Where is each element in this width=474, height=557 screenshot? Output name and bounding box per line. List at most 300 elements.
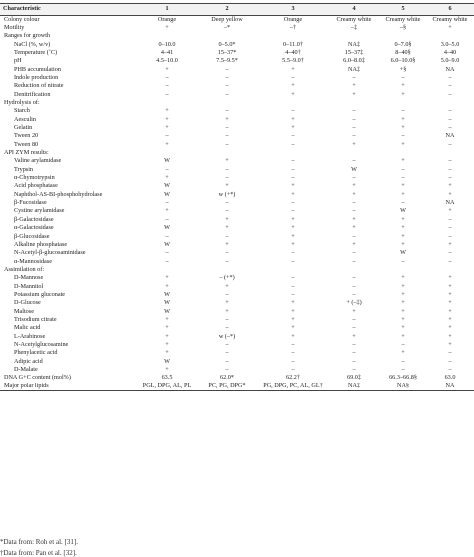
table-row bbox=[0, 116, 474, 124]
table-row bbox=[0, 66, 474, 74]
cell-strain-6: NA bbox=[445, 132, 455, 140]
table-body bbox=[0, 16, 474, 391]
row-label: α-Mannosidase bbox=[14, 257, 52, 265]
cell-strain-2: – bbox=[225, 340, 229, 348]
cell-strain-4: W bbox=[351, 165, 357, 173]
cell-strain-6: – bbox=[448, 107, 452, 115]
cell-strain-5: + bbox=[401, 324, 405, 332]
cell-strain-2: + bbox=[225, 182, 229, 190]
cell-strain-4: – bbox=[352, 115, 356, 123]
cell-strain-5: + bbox=[401, 224, 405, 232]
cell-strain-6: + bbox=[448, 182, 452, 190]
header-strain-3: 3 bbox=[258, 4, 328, 16]
cell-strain-1: 4–41 bbox=[160, 48, 174, 56]
cell-strain-2: + bbox=[225, 240, 229, 248]
cell-strain-1: – bbox=[165, 199, 169, 207]
cell-strain-2: w (+*) bbox=[218, 190, 236, 198]
cell-strain-3: + bbox=[291, 299, 295, 307]
header-strain-6: 6 bbox=[426, 4, 474, 16]
cell-strain-2: 62.0* bbox=[220, 374, 234, 382]
cell-strain-5: 8–40§ bbox=[395, 48, 411, 56]
row-label: Alkaline phosphatase bbox=[14, 240, 68, 248]
row-label: Ranges for growth bbox=[4, 32, 51, 40]
cell-strain-5: – bbox=[401, 165, 405, 173]
cell-strain-2 bbox=[196, 99, 258, 107]
header-characteristic: Characteristic bbox=[0, 4, 138, 16]
cell-strain-6: – bbox=[448, 73, 452, 81]
cell-strain-4 bbox=[328, 149, 380, 157]
cell-strain-4: 15–37‡ bbox=[344, 48, 364, 56]
cell-strain-3: – bbox=[291, 207, 295, 215]
cell-strain-4: – bbox=[352, 207, 356, 215]
cell-strain-3: 0–11.0† bbox=[283, 40, 303, 48]
cell-strain-1: – bbox=[165, 132, 169, 140]
cell-strain-3: – bbox=[291, 174, 295, 182]
cell-strain-4: –‡ bbox=[350, 23, 358, 31]
table-row bbox=[0, 149, 474, 157]
cell-strain-5: +§ bbox=[399, 65, 407, 73]
cell-strain-4: – bbox=[352, 174, 356, 182]
cell-strain-1 bbox=[138, 99, 196, 107]
row-label: N-Acetylglucosamine bbox=[14, 340, 69, 348]
cell-strain-5: – bbox=[401, 257, 405, 265]
cell-strain-4: – bbox=[352, 249, 356, 257]
cell-strain-4: + bbox=[352, 240, 356, 248]
row-label: Major polar lipids bbox=[0, 383, 138, 391]
cell-strain-2 bbox=[196, 149, 258, 157]
row-label: Malic acid bbox=[14, 324, 41, 332]
cell-strain-6: NA bbox=[445, 199, 455, 207]
cell-strain-2: – bbox=[225, 82, 229, 90]
cell-strain-3: + bbox=[291, 190, 295, 198]
cell-strain-3: + bbox=[291, 115, 295, 123]
cell-strain-6: – bbox=[448, 366, 452, 373]
cell-strain-2: + bbox=[225, 282, 229, 290]
cell-strain-4: – bbox=[352, 132, 356, 140]
cell-strain-6: – bbox=[448, 115, 452, 123]
cell-strain-2 bbox=[196, 266, 258, 274]
cell-strain-4: – bbox=[352, 315, 356, 323]
cell-strain-3: – bbox=[291, 132, 295, 140]
cell-strain-5: – bbox=[401, 340, 405, 348]
cell-strain-4: – bbox=[352, 124, 356, 132]
cell-strain-1: W bbox=[164, 224, 170, 232]
row-label: Trisodium citrate bbox=[14, 315, 57, 323]
cell-strain-3: – bbox=[291, 199, 295, 207]
cell-strain-3 bbox=[258, 99, 328, 107]
cell-strain-1 bbox=[138, 32, 196, 40]
cell-strain-2: – bbox=[225, 324, 229, 332]
cell-strain-2: 7.5–9.5* bbox=[216, 57, 238, 65]
cell-strain-6: – bbox=[448, 224, 452, 232]
cell-strain-1: W bbox=[164, 299, 170, 307]
cell-strain-3: – bbox=[291, 107, 295, 115]
cell-strain-1: W bbox=[164, 290, 170, 298]
cell-strain-3: – bbox=[291, 282, 295, 290]
row-label: N-Acetyl-β-glucosaminidase bbox=[14, 249, 86, 257]
cell-strain-1: W bbox=[164, 240, 170, 248]
row-label: Motility bbox=[4, 23, 25, 31]
cell-strain-6: 63.0 bbox=[444, 374, 456, 382]
table-row bbox=[0, 274, 474, 282]
cell-strain-3 bbox=[258, 149, 328, 157]
cell-strain-2: + bbox=[225, 115, 229, 123]
row-label: API ZYM results: bbox=[4, 149, 49, 157]
cell-strain-5: + bbox=[401, 90, 405, 98]
row-label: Cystine arylamidase bbox=[14, 207, 65, 215]
cell-strain-6 bbox=[426, 149, 474, 157]
cell-strain-3: – bbox=[291, 257, 295, 265]
table-row bbox=[0, 232, 474, 240]
cell-strain-6: 3.0–5.0 bbox=[440, 40, 460, 48]
cell-strain-1: 63.5 bbox=[161, 374, 173, 382]
cell-strain-2: – bbox=[225, 124, 229, 132]
cell-strain-6: – bbox=[448, 90, 452, 98]
row-label: Phenylacetic acid bbox=[14, 349, 58, 357]
cell-strain-5: + bbox=[401, 282, 405, 290]
row-label: Potassium gluconate bbox=[14, 290, 66, 298]
row-label: Maltose bbox=[14, 307, 34, 315]
cell-strain-5: + bbox=[401, 115, 405, 123]
cell-strain-3: + bbox=[291, 224, 295, 232]
cell-strain-1: – bbox=[165, 257, 169, 265]
cell-strain-6: + bbox=[448, 332, 452, 340]
table-row bbox=[0, 349, 474, 357]
cell-strain-5: + bbox=[401, 124, 405, 132]
cell-strain-6: + bbox=[448, 324, 452, 332]
cell-strain-5: NA§ bbox=[380, 383, 426, 391]
cell-strain-3: + bbox=[291, 332, 295, 340]
cell-strain-1: + bbox=[165, 349, 169, 357]
cell-strain-3 bbox=[258, 266, 328, 274]
cell-strain-3: + bbox=[291, 307, 295, 315]
cell-strain-3: + bbox=[291, 315, 295, 323]
cell-strain-5: – bbox=[401, 174, 405, 182]
cell-strain-2: w (–*) bbox=[218, 332, 236, 340]
row-label: Tween 80 bbox=[14, 140, 39, 148]
cell-strain-6: – bbox=[448, 124, 452, 132]
cell-strain-6: + bbox=[448, 23, 452, 31]
row-label: L-Arabinose bbox=[14, 332, 46, 340]
table-row bbox=[0, 324, 474, 332]
cell-strain-4: NA‡ bbox=[347, 65, 361, 73]
cell-strain-1 bbox=[138, 149, 196, 157]
cell-strain-3: 62.2† bbox=[286, 374, 300, 382]
cell-strain-6: – bbox=[448, 249, 452, 257]
cell-strain-6: – bbox=[448, 257, 452, 265]
cell-strain-3: – bbox=[291, 73, 295, 81]
cell-strain-5: W bbox=[400, 249, 406, 257]
cell-strain-1: W bbox=[164, 182, 170, 190]
cell-strain-2: – bbox=[225, 107, 229, 115]
cell-strain-1: – bbox=[165, 232, 169, 240]
cell-strain-4: – bbox=[352, 199, 356, 207]
cell-strain-4: – bbox=[352, 157, 356, 165]
cell-strain-6: + bbox=[448, 190, 452, 198]
row-label: Trypsin bbox=[14, 165, 34, 173]
cell-strain-1: – bbox=[165, 249, 169, 257]
table-row bbox=[0, 74, 474, 82]
table-row bbox=[0, 241, 474, 249]
cell-strain-6: + bbox=[448, 282, 452, 290]
cell-strain-2: Deep yellow bbox=[211, 15, 243, 23]
cell-strain-5: W bbox=[400, 207, 406, 215]
cell-strain-6: + bbox=[448, 240, 452, 248]
cell-strain-4: NA‡ bbox=[328, 383, 380, 391]
cell-strain-6: + bbox=[448, 315, 452, 323]
cell-strain-1: W bbox=[164, 157, 170, 165]
cell-strain-4: NA‡ bbox=[347, 40, 361, 48]
cell-strain-6: + bbox=[448, 274, 452, 282]
cell-strain-4: + bbox=[352, 140, 356, 148]
cell-strain-6: + bbox=[448, 307, 452, 315]
cell-strain-1: + bbox=[165, 274, 169, 282]
row-label: Colony colour bbox=[4, 15, 40, 23]
row-label: D-Mannose bbox=[14, 274, 44, 282]
cell-strain-5: + bbox=[401, 290, 405, 298]
cell-strain-5: 66.3–66.8§ bbox=[389, 374, 417, 382]
cell-strain-1: + bbox=[165, 124, 169, 132]
cell-strain-1: – bbox=[165, 73, 169, 81]
cell-strain-6: 5.0–9.0 bbox=[440, 57, 460, 65]
cell-strain-3: – bbox=[291, 290, 295, 298]
table-row bbox=[0, 207, 474, 215]
row-label: Naphthol-AS-BI-phosphohydrolase bbox=[14, 190, 103, 198]
row-label: Gelatin bbox=[14, 124, 33, 132]
cell-strain-6 bbox=[426, 266, 474, 274]
cell-strain-5 bbox=[380, 99, 426, 107]
cell-strain-2: + bbox=[225, 299, 229, 307]
cell-strain-1: + bbox=[165, 315, 169, 323]
table-row bbox=[0, 32, 474, 40]
table-row bbox=[0, 107, 474, 115]
header-strain-2: 2 bbox=[196, 4, 258, 16]
cell-strain-1: W bbox=[164, 307, 170, 315]
row-label: Temperature (˚C) bbox=[14, 48, 58, 56]
cell-strain-1: + bbox=[165, 332, 169, 340]
row-label: PHB accumulation bbox=[14, 65, 61, 73]
cell-strain-1: – bbox=[165, 215, 169, 223]
row-label: Acid phosphatase bbox=[14, 182, 58, 190]
cell-strain-2: + bbox=[225, 307, 229, 315]
cell-strain-3: – bbox=[291, 140, 295, 148]
table-row bbox=[0, 308, 474, 316]
cell-strain-1: + bbox=[165, 366, 169, 373]
cell-strain-5: + bbox=[401, 215, 405, 223]
cell-strain-4: + (–‡) bbox=[346, 299, 362, 307]
cell-strain-2 bbox=[196, 32, 258, 40]
cell-strain-6: – bbox=[448, 349, 452, 357]
table-row bbox=[0, 57, 474, 65]
cell-strain-2: – bbox=[225, 315, 229, 323]
cell-strain-3: – bbox=[291, 340, 295, 348]
cell-strain-3: + bbox=[291, 65, 295, 73]
cell-strain-4: – bbox=[352, 282, 356, 290]
cell-strain-3 bbox=[258, 32, 328, 40]
row-label: Valine arylamidase bbox=[14, 157, 62, 165]
cell-strain-4: + bbox=[352, 190, 356, 198]
cell-strain-4: – bbox=[352, 357, 356, 365]
cell-strain-3: + bbox=[291, 232, 295, 240]
table-row bbox=[0, 41, 474, 49]
table-row bbox=[0, 82, 474, 90]
cell-strain-1: W bbox=[164, 357, 170, 365]
cell-strain-4: + bbox=[352, 82, 356, 90]
row-label: α-Chymotrypsin bbox=[14, 174, 55, 182]
cell-strain-3: – bbox=[291, 357, 295, 365]
cell-strain-5: –§ bbox=[399, 23, 407, 31]
table-row bbox=[0, 358, 474, 366]
cell-strain-4: + bbox=[352, 332, 356, 340]
cell-strain-5: – bbox=[401, 73, 405, 81]
row-label: β-Fucosidase bbox=[14, 199, 47, 207]
cell-strain-4 bbox=[328, 99, 380, 107]
cell-strain-3: – bbox=[291, 274, 295, 282]
cell-strain-2: – bbox=[225, 165, 229, 173]
table-header-row bbox=[0, 4, 474, 16]
cell-strain-4: + bbox=[352, 224, 356, 232]
cell-strain-2: – bbox=[225, 232, 229, 240]
cell-strain-6: + bbox=[448, 340, 452, 348]
cell-strain-3: + bbox=[291, 324, 295, 332]
cell-strain-3: + bbox=[291, 182, 295, 190]
cell-strain-1: W bbox=[164, 190, 170, 198]
cell-strain-5: Creamy white bbox=[385, 15, 421, 23]
row-label: α-Galactosidase bbox=[14, 224, 54, 232]
cell-strain-3: + bbox=[291, 82, 295, 90]
cell-strain-6: + bbox=[448, 290, 452, 298]
cell-strain-1: + bbox=[165, 207, 169, 215]
table-row bbox=[0, 182, 474, 190]
cell-strain-4: + bbox=[352, 90, 356, 98]
row-label: DNA G+C content (mol%) bbox=[4, 374, 71, 382]
table-row bbox=[0, 291, 474, 299]
cell-strain-5 bbox=[380, 32, 426, 40]
cell-strain-4: 69.0‡ bbox=[347, 374, 361, 382]
cell-strain-4: – bbox=[352, 324, 356, 332]
footnote-roh: *Data from: Roh et al. [31]. bbox=[0, 538, 78, 546]
cell-strain-5 bbox=[380, 266, 426, 274]
table-row bbox=[0, 299, 474, 307]
table-row bbox=[0, 216, 474, 224]
cell-strain-5: – bbox=[401, 357, 405, 365]
cell-strain-1: + bbox=[165, 107, 169, 115]
cell-strain-1: 4.5–10.0 bbox=[156, 57, 178, 65]
row-label: β-Glucosidase bbox=[14, 232, 50, 240]
table-row bbox=[0, 266, 474, 274]
cell-strain-2: – bbox=[225, 174, 229, 182]
cell-strain-1: – bbox=[165, 90, 169, 98]
cell-strain-5: 6.0–10.0§ bbox=[390, 57, 416, 65]
table-row bbox=[0, 374, 474, 382]
cell-strain-1: + bbox=[165, 282, 169, 290]
cell-strain-4 bbox=[328, 32, 380, 40]
cell-strain-2: 0–5.0* bbox=[218, 40, 236, 48]
cell-strain-2: – bbox=[225, 349, 229, 357]
cell-strain-4: – bbox=[352, 349, 356, 357]
cell-strain-6: – bbox=[448, 357, 452, 365]
row-label: D-Malate bbox=[14, 366, 38, 373]
table-row bbox=[0, 191, 474, 199]
cell-strain-4: + bbox=[352, 215, 356, 223]
row-label: Denitrification bbox=[14, 90, 51, 98]
row-label: Indole production bbox=[14, 73, 59, 81]
table-row bbox=[0, 49, 474, 57]
cell-strain-2: – bbox=[225, 207, 229, 215]
row-label: Starch bbox=[14, 107, 30, 115]
cell-strain-3: – bbox=[291, 165, 295, 173]
table-row bbox=[0, 199, 474, 207]
cell-strain-3: 4–40† bbox=[285, 48, 301, 56]
cell-strain-1: + bbox=[165, 140, 169, 148]
cell-strain-4: – bbox=[352, 290, 356, 298]
row-label: D-Glucose bbox=[14, 299, 41, 307]
cell-strain-4: – bbox=[352, 366, 356, 373]
cell-strain-3: – bbox=[291, 349, 295, 357]
cell-strain-2: + bbox=[225, 157, 229, 165]
cell-strain-2: + bbox=[225, 224, 229, 232]
cell-strain-3: Orange bbox=[283, 15, 303, 23]
table-row bbox=[0, 333, 474, 341]
cell-strain-3: –† bbox=[289, 23, 297, 31]
footnote-pan: †Data from: Pan et al. [32]. bbox=[0, 549, 77, 557]
cell-strain-6: – bbox=[448, 232, 452, 240]
cell-strain-3: + bbox=[291, 215, 295, 223]
cell-strain-6: + bbox=[448, 207, 452, 215]
cell-strain-1: Orange bbox=[157, 15, 177, 23]
cell-strain-4: + bbox=[352, 307, 356, 315]
cell-strain-5: – bbox=[401, 366, 405, 373]
cell-strain-2: – bbox=[225, 290, 229, 298]
cell-strain-2: –* bbox=[223, 23, 231, 31]
row-label: Aesculin bbox=[14, 115, 36, 123]
cell-strain-2: – bbox=[225, 357, 229, 365]
cell-strain-1: + bbox=[165, 23, 169, 31]
cell-strain-5: + bbox=[401, 232, 405, 240]
cell-strain-4: 6.0–8.0‡ bbox=[343, 57, 365, 65]
cell-strain-5: 0–7.0§ bbox=[394, 40, 412, 48]
cell-strain-5: – bbox=[401, 107, 405, 115]
cell-strain-1: + bbox=[165, 174, 169, 182]
table-row bbox=[0, 16, 474, 24]
cell-strain-6: NA bbox=[445, 65, 455, 73]
cell-strain-1: + bbox=[165, 115, 169, 123]
cell-strain-6: – bbox=[448, 157, 452, 165]
cell-strain-6: Creamy white bbox=[432, 15, 468, 23]
row-label: NaCl (%, w/v) bbox=[14, 40, 51, 48]
cell-strain-1: PGL, DPG, AL, PL bbox=[138, 383, 196, 391]
table-row bbox=[0, 249, 474, 257]
cell-strain-1: – bbox=[165, 82, 169, 90]
cell-strain-5: + bbox=[401, 307, 405, 315]
cell-strain-5: + bbox=[401, 315, 405, 323]
cell-strain-3: + bbox=[291, 240, 295, 248]
table-row bbox=[0, 224, 474, 232]
table-row bbox=[0, 132, 474, 140]
cell-strain-2: – bbox=[225, 140, 229, 148]
row-label: pH bbox=[14, 57, 22, 65]
cell-strain-4: – bbox=[352, 340, 356, 348]
cell-strain-1: + bbox=[165, 324, 169, 332]
cell-strain-4: + bbox=[352, 182, 356, 190]
table-row bbox=[0, 166, 474, 174]
cell-strain-6 bbox=[426, 32, 474, 40]
header-strain-5: 5 bbox=[380, 4, 426, 16]
cell-strain-2: – bbox=[225, 132, 229, 140]
cell-strain-4: – bbox=[352, 274, 356, 282]
header-strain-4: 4 bbox=[328, 4, 380, 16]
cell-strain-1 bbox=[138, 266, 196, 274]
